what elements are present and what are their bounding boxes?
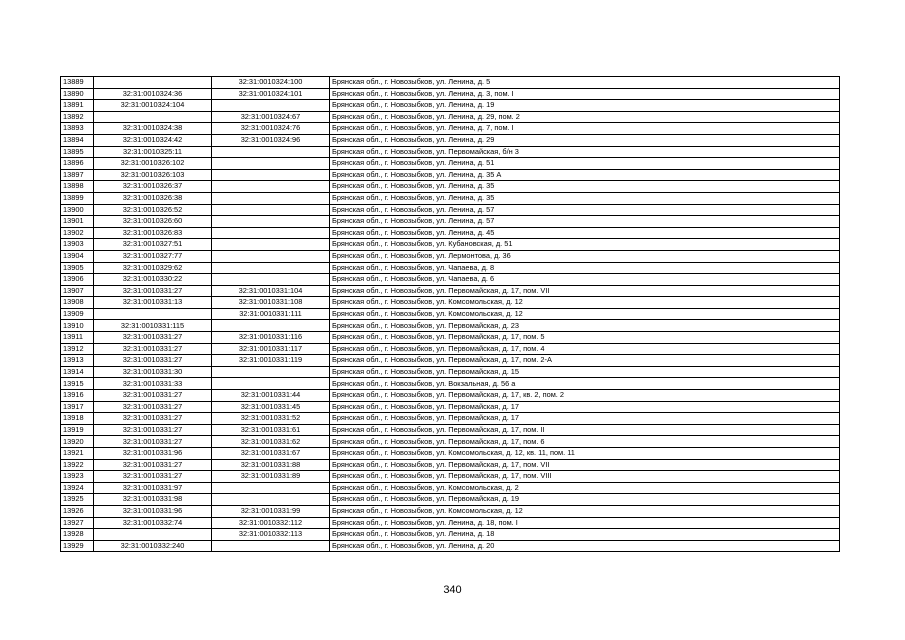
address-cell: Брянская обл., г. Новозыбков, ул. Ленина, д. 19 [330, 100, 840, 112]
address-cell: Брянская обл., г. Новозыбков, ул. Ленина, д. 35 А [330, 169, 840, 181]
premises-cadastral-number-cell: 32:31:0010331:44 [212, 390, 330, 402]
table-row [61, 158, 840, 170]
address-cell: Брянская обл., г. Новозыбков, ул. Ленина, д. 7, пом. I [330, 123, 840, 135]
cadastral-number-cell: 32:31:0010331:27 [94, 413, 212, 425]
cadastral-number-cell: 32:31:0010330:22 [94, 274, 212, 286]
record-number-cell: 13889 [61, 77, 94, 89]
cadastral-number-cell [94, 308, 212, 320]
table-row [61, 471, 840, 483]
record-number-cell: 13897 [61, 169, 94, 181]
premises-cadastral-number-cell [212, 482, 330, 494]
address-cell: Брянская обл., г. Новозыбков, ул. Комсомольская, д. 12 [330, 308, 840, 320]
premises-cadastral-number-cell [212, 378, 330, 390]
cadastral-number-cell: 32:31:0010331:27 [94, 459, 212, 471]
cadastral-number-cell: 32:31:0010331:27 [94, 332, 212, 344]
cadastral-number-cell: 32:31:0010325:11 [94, 146, 212, 158]
record-number-cell: 13924 [61, 482, 94, 494]
address-cell: Брянская обл., г. Новозыбков, ул. Первомайская, д. 17, пом. VII [330, 285, 840, 297]
record-number-cell: 13903 [61, 239, 94, 251]
premises-cadastral-number-cell: 32:31:0010324:67 [212, 111, 330, 123]
record-number-cell: 13900 [61, 204, 94, 216]
table-row [61, 436, 840, 448]
address-cell: Брянская обл., г. Новозыбков, ул. Кубановская, д. 51 [330, 239, 840, 251]
registry-table-body [61, 77, 840, 552]
record-number-cell: 13923 [61, 471, 94, 483]
record-number-cell: 13896 [61, 158, 94, 170]
premises-cadastral-number-cell [212, 216, 330, 228]
address-cell: Брянская обл., г. Новозыбков, ул. Ленина, д. 57 [330, 204, 840, 216]
premises-cadastral-number-cell: 32:31:0010331:45 [212, 401, 330, 413]
table-row [61, 134, 840, 146]
address-cell: Брянская обл., г. Новозыбков, ул. Первомайская, д. 17, пом. 2-А [330, 355, 840, 367]
table-row [61, 390, 840, 402]
address-cell: Брянская обл., г. Новозыбков, ул. Первомайская, д. 17, пом. VIII [330, 471, 840, 483]
table-row [61, 204, 840, 216]
address-cell: Брянская обл., г. Новозыбков, ул. Ленина, д. 51 [330, 158, 840, 170]
table-row [61, 250, 840, 262]
premises-cadastral-number-cell: 32:31:0010331:89 [212, 471, 330, 483]
table-row [61, 494, 840, 506]
table-row [61, 401, 840, 413]
record-number-cell: 13913 [61, 355, 94, 367]
table-row [61, 123, 840, 135]
address-cell: Брянская обл., г. Новозыбков, ул. Первомайская, д. 17, пом. 5 [330, 332, 840, 344]
premises-cadastral-number-cell [212, 181, 330, 193]
address-cell: Брянская обл., г. Новозыбков, ул. Первомайская, д. 23 [330, 320, 840, 332]
record-number-cell: 13915 [61, 378, 94, 390]
table-row [61, 529, 840, 541]
premises-cadastral-number-cell [212, 146, 330, 158]
address-cell: Брянская обл., г. Новозыбков, ул. Ленина, д. 35 [330, 181, 840, 193]
cadastral-number-cell: 32:31:0010331:96 [94, 505, 212, 517]
record-number-cell: 13901 [61, 216, 94, 228]
cadastral-number-cell: 32:31:0010327:51 [94, 239, 212, 251]
cadastral-number-cell: 32:31:0010326:52 [94, 204, 212, 216]
table-row [61, 355, 840, 367]
cadastral-number-cell: 32:31:0010326:103 [94, 169, 212, 181]
address-cell: Брянская обл., г. Новозыбков, ул. Чапаева, д. 8 [330, 262, 840, 274]
address-cell: Брянская обл., г. Новозыбков, ул. Первомайская, д. 17 [330, 401, 840, 413]
record-number-cell: 13906 [61, 274, 94, 286]
premises-cadastral-number-cell [212, 227, 330, 239]
table-row [61, 517, 840, 529]
cadastral-number-cell: 32:31:0010331:27 [94, 436, 212, 448]
cadastral-number-cell: 32:31:0010331:30 [94, 366, 212, 378]
address-cell: Брянская обл., г. Новозыбков, ул. Первомайская, б/н 3 [330, 146, 840, 158]
premises-cadastral-number-cell: 32:31:0010331:61 [212, 424, 330, 436]
premises-cadastral-number-cell [212, 540, 330, 552]
cadastral-number-cell: 32:31:0010327:77 [94, 250, 212, 262]
premises-cadastral-number-cell: 32:31:0010332:112 [212, 517, 330, 529]
table-row [61, 540, 840, 552]
cadastral-number-cell: 32:31:0010331:115 [94, 320, 212, 332]
address-cell: Брянская обл., г. Новозыбков, ул. Первомайская, д. 17 [330, 413, 840, 425]
record-number-cell: 13908 [61, 297, 94, 309]
premises-cadastral-number-cell: 32:31:0010331:111 [212, 308, 330, 320]
table-row [61, 378, 840, 390]
cadastral-number-cell: 32:31:0010331:33 [94, 378, 212, 390]
address-cell: Брянская обл., г. Новозыбков, ул. Первомайская, д. 17, кв. 2, пом. 2 [330, 390, 840, 402]
premises-cadastral-number-cell: 32:31:0010331:104 [212, 285, 330, 297]
premises-cadastral-number-cell: 32:31:0010324:100 [212, 77, 330, 89]
record-number-cell: 13895 [61, 146, 94, 158]
cadastral-number-cell: 32:31:0010326:60 [94, 216, 212, 228]
premises-cadastral-number-cell [212, 262, 330, 274]
address-cell: Брянская обл., г. Новозыбков, ул. Лермонтова, д. 36 [330, 250, 840, 262]
premises-cadastral-number-cell: 32:31:0010324:76 [212, 123, 330, 135]
address-cell: Брянская обл., г. Новозыбков, ул. Ленина, д. 3, пом. I [330, 88, 840, 100]
address-cell: Брянская обл., г. Новозыбков, ул. Ленина, д. 18 [330, 529, 840, 541]
record-number-cell: 13890 [61, 88, 94, 100]
table-row [61, 262, 840, 274]
table-row [61, 88, 840, 100]
table-row [61, 100, 840, 112]
cadastral-number-cell: 32:31:0010331:13 [94, 297, 212, 309]
premises-cadastral-number-cell [212, 169, 330, 181]
page-number: 340 [443, 584, 462, 596]
cadastral-number-cell: 32:31:0010326:38 [94, 192, 212, 204]
premises-cadastral-number-cell: 32:31:0010331:108 [212, 297, 330, 309]
address-cell: Брянская обл., г. Новозыбков, ул. Ленина, д. 35 [330, 192, 840, 204]
cadastral-number-cell: 32:31:0010326:102 [94, 158, 212, 170]
cadastral-number-cell: 32:31:0010331:97 [94, 482, 212, 494]
premises-cadastral-number-cell [212, 100, 330, 112]
premises-cadastral-number-cell [212, 320, 330, 332]
cadastral-number-cell [94, 77, 212, 89]
record-number-cell: 13914 [61, 366, 94, 378]
premises-cadastral-number-cell [212, 366, 330, 378]
record-number-cell: 13929 [61, 540, 94, 552]
cadastral-number-cell: 32:31:0010331:27 [94, 343, 212, 355]
premises-cadastral-number-cell [212, 204, 330, 216]
table-row [61, 343, 840, 355]
record-number-cell: 13893 [61, 123, 94, 135]
record-number-cell: 13904 [61, 250, 94, 262]
address-cell: Брянская обл., г. Новозыбков, ул. Вокзальная, д. 56 а [330, 378, 840, 390]
record-number-cell: 13919 [61, 424, 94, 436]
record-number-cell: 13891 [61, 100, 94, 112]
record-number-cell: 13892 [61, 111, 94, 123]
table-row [61, 227, 840, 239]
address-cell: Брянская обл., г. Новозыбков, ул. Ленина, д. 20 [330, 540, 840, 552]
address-cell: Брянская обл., г. Новозыбков, ул. Ленина, д. 18, пом. I [330, 517, 840, 529]
table-row [61, 448, 840, 460]
premises-cadastral-number-cell: 32:31:0010331:88 [212, 459, 330, 471]
cadastral-number-cell: 32:31:0010324:38 [94, 123, 212, 135]
cadastral-number-cell: 32:31:0010332:74 [94, 517, 212, 529]
table-row [61, 77, 840, 89]
table-row [61, 366, 840, 378]
record-number-cell: 13894 [61, 134, 94, 146]
premises-cadastral-number-cell [212, 494, 330, 506]
record-number-cell: 13920 [61, 436, 94, 448]
address-cell: Брянская обл., г. Новозыбков, ул. Комсомольская, д. 2 [330, 482, 840, 494]
table-row [61, 297, 840, 309]
record-number-cell: 13910 [61, 320, 94, 332]
table-row [61, 192, 840, 204]
premises-cadastral-number-cell [212, 239, 330, 251]
table-row [61, 285, 840, 297]
table-row [61, 332, 840, 344]
table-row [61, 274, 840, 286]
record-number-cell: 13898 [61, 181, 94, 193]
premises-cadastral-number-cell: 32:31:0010331:99 [212, 505, 330, 517]
address-cell: Брянская обл., г. Новозыбков, ул. Первомайская, д. 17, пом. 6 [330, 436, 840, 448]
table-row [61, 320, 840, 332]
address-cell: Брянская обл., г. Новозыбков, ул. Первомайская, д. 19 [330, 494, 840, 506]
address-cell: Брянская обл., г. Новозыбков, ул. Комсомольская, д. 12 [330, 505, 840, 517]
table-row [61, 482, 840, 494]
premises-cadastral-number-cell [212, 192, 330, 204]
address-cell: Брянская обл., г. Новозыбков, ул. Комсомольская, д. 12 [330, 297, 840, 309]
cadastral-number-cell: 32:31:0010332:240 [94, 540, 212, 552]
premises-cadastral-number-cell: 32:31:0010331:116 [212, 332, 330, 344]
cadastral-number-cell: 32:31:0010331:27 [94, 424, 212, 436]
premises-cadastral-number-cell: 32:31:0010324:96 [212, 134, 330, 146]
cadastral-number-cell: 32:31:0010331:96 [94, 448, 212, 460]
table-row [61, 146, 840, 158]
cadastral-number-cell: 32:31:0010331:27 [94, 285, 212, 297]
premises-cadastral-number-cell [212, 158, 330, 170]
cadastral-number-cell: 32:31:0010331:27 [94, 471, 212, 483]
cadastral-number-cell: 32:31:0010324:104 [94, 100, 212, 112]
cadastral-number-cell: 32:31:0010329:62 [94, 262, 212, 274]
cadastral-number-cell: 32:31:0010326:37 [94, 181, 212, 193]
table-row [61, 424, 840, 436]
record-number-cell: 13905 [61, 262, 94, 274]
address-cell: Брянская обл., г. Новозыбков, ул. Первомайская, д. 15 [330, 366, 840, 378]
premises-cadastral-number-cell: 32:31:0010331:67 [212, 448, 330, 460]
record-number-cell: 13926 [61, 505, 94, 517]
cadastral-number-cell: 32:31:0010324:42 [94, 134, 212, 146]
cadastral-number-cell: 32:31:0010331:27 [94, 390, 212, 402]
cadastral-number-cell: 32:31:0010331:27 [94, 355, 212, 367]
table-row [61, 308, 840, 320]
cadastral-number-cell: 32:31:0010326:83 [94, 227, 212, 239]
record-number-cell: 13927 [61, 517, 94, 529]
cadastral-number-cell: 32:31:0010331:98 [94, 494, 212, 506]
premises-cadastral-number-cell: 32:31:0010332:113 [212, 529, 330, 541]
record-number-cell: 13911 [61, 332, 94, 344]
address-cell: Брянская обл., г. Новозыбков, ул. Первомайская, д. 17, пом. 4 [330, 343, 840, 355]
record-number-cell: 13907 [61, 285, 94, 297]
premises-cadastral-number-cell: 32:31:0010331:62 [212, 436, 330, 448]
record-number-cell: 13928 [61, 529, 94, 541]
table-row [61, 239, 840, 251]
table-row [61, 111, 840, 123]
cadastral-number-cell [94, 529, 212, 541]
record-number-cell: 13899 [61, 192, 94, 204]
cadastral-number-cell: 32:31:0010331:27 [94, 401, 212, 413]
address-cell: Брянская обл., г. Новозыбков, ул. Ленина, д. 29 [330, 134, 840, 146]
table-row [61, 169, 840, 181]
table-row [61, 459, 840, 471]
address-cell: Брянская обл., г. Новозыбков, ул. Чапаева, д. 6 [330, 274, 840, 286]
record-number-cell: 13921 [61, 448, 94, 460]
record-number-cell: 13925 [61, 494, 94, 506]
cadastral-number-cell: 32:31:0010324:36 [94, 88, 212, 100]
premises-cadastral-number-cell [212, 274, 330, 286]
address-cell: Брянская обл., г. Новозыбков, ул. Ленина, д. 29, пом. 2 [330, 111, 840, 123]
cadastral-number-cell [94, 111, 212, 123]
table-row [61, 181, 840, 193]
address-cell: Брянская обл., г. Новозыбков, ул. Ленина, д. 45 [330, 227, 840, 239]
address-cell: Брянская обл., г. Новозыбков, ул. Ленина, д. 57 [330, 216, 840, 228]
premises-cadastral-number-cell: 32:31:0010331:119 [212, 355, 330, 367]
table-row [61, 505, 840, 517]
record-number-cell: 13909 [61, 308, 94, 320]
table-row [61, 413, 840, 425]
record-number-cell: 13902 [61, 227, 94, 239]
record-number-cell: 13912 [61, 343, 94, 355]
premises-cadastral-number-cell: 32:31:0010331:117 [212, 343, 330, 355]
record-number-cell: 13918 [61, 413, 94, 425]
address-cell: Брянская обл., г. Новозыбков, ул. Первомайская, д. 17, пом. VII [330, 459, 840, 471]
record-number-cell: 13917 [61, 401, 94, 413]
address-cell: Брянская обл., г. Новозыбков, ул. Ленина, д. 5 [330, 77, 840, 89]
record-number-cell: 13922 [61, 459, 94, 471]
premises-cadastral-number-cell: 32:31:0010324:101 [212, 88, 330, 100]
address-cell: Брянская обл., г. Новозыбков, ул. Комсомольская, д. 12, кв. 11, пом. 11 [330, 448, 840, 460]
record-number-cell: 13916 [61, 390, 94, 402]
registry-table [60, 76, 840, 552]
premises-cadastral-number-cell [212, 250, 330, 262]
address-cell: Брянская обл., г. Новозыбков, ул. Первомайская, д. 17, пом. II [330, 424, 840, 436]
table-row [61, 216, 840, 228]
premises-cadastral-number-cell: 32:31:0010331:52 [212, 413, 330, 425]
